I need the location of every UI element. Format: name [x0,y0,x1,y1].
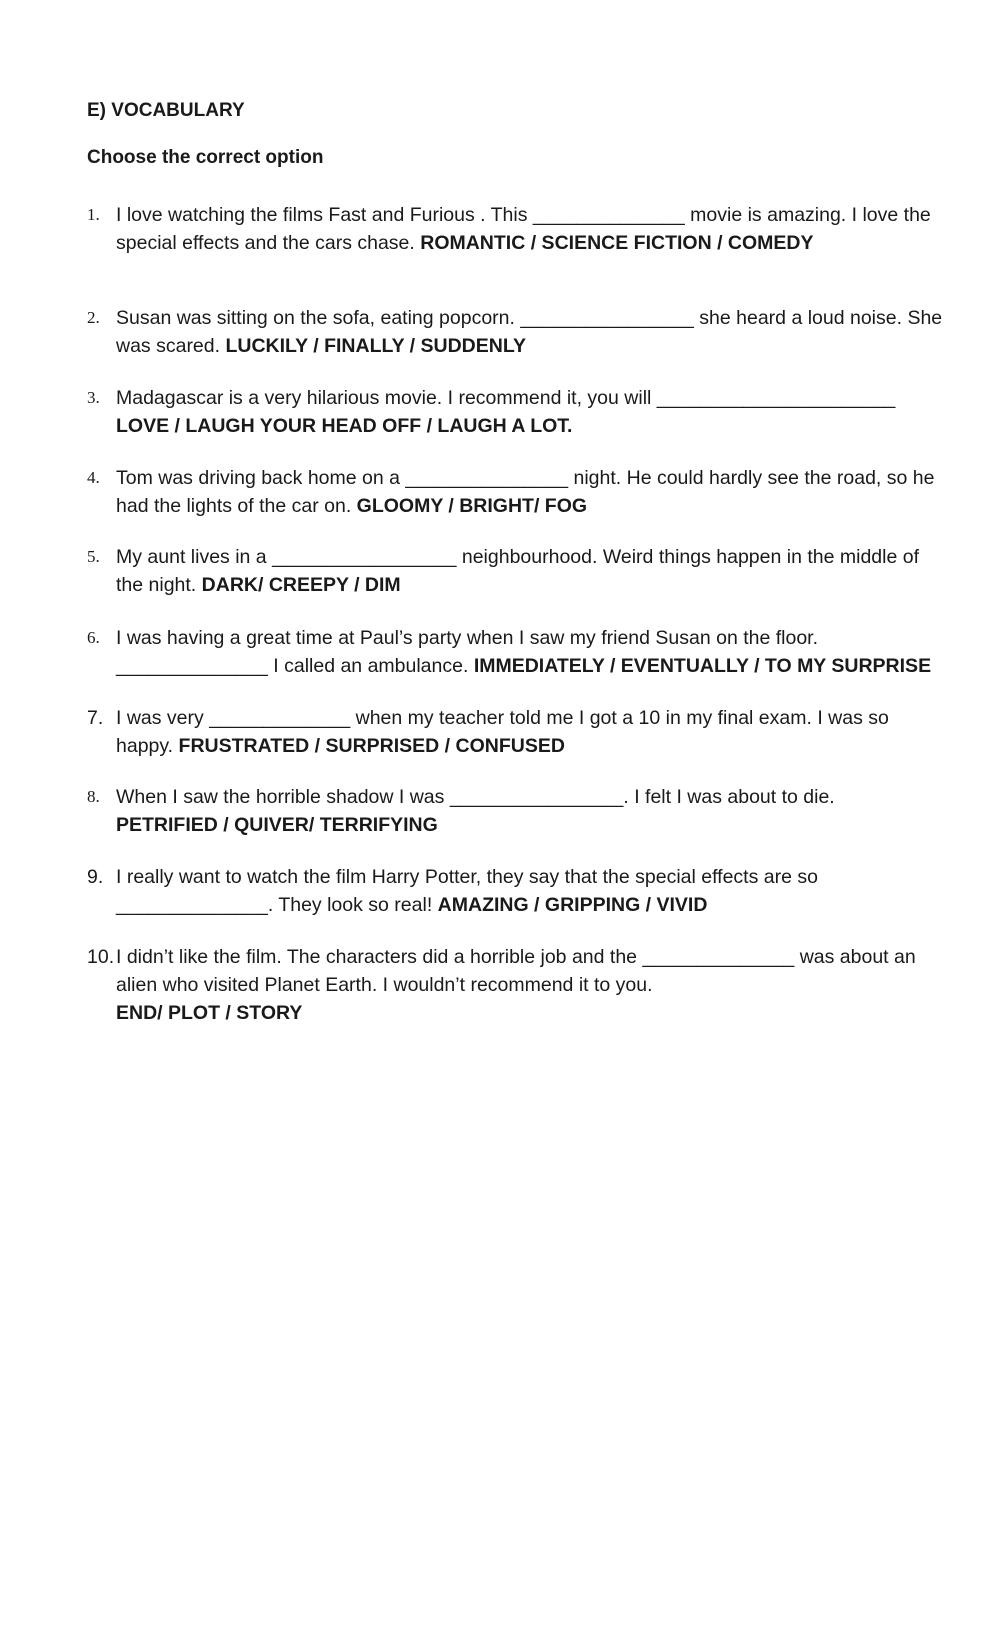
question-number: 4. [87,468,100,487]
question-text: I was having a great time at Paul’s party when I saw my friend Susan on the floor. [116,627,819,649]
question-number: 1. [87,205,100,224]
answer-options: LOVE / LAUGH YOUR HEAD OFF / LAUGH A LOT. [116,415,573,437]
question-4 [87,464,947,520]
answer-options: LUCKILY / FINALLY / SUDDENLY [225,335,526,357]
answer-blank[interactable]: ______________ [532,204,685,226]
answer-blank[interactable]: _________________ [272,546,457,568]
question-number: 9. [87,866,104,888]
question-9 [87,863,947,919]
question-number: 10. [87,946,115,968]
instruction: Choose the correct option [87,147,324,168]
answer-options: IMMEDIATELY / EVENTUALLY / TO MY SURPRISE [473,655,932,677]
answer-options: GLOOMY / BRIGHT/ FOG [356,495,588,517]
question-text: she heard a loud noise. She was scared. [116,307,943,357]
section-title: E) VOCABULARY [87,100,245,121]
question-text: Madagascar is a very hilarious movie. I recommend it, you will [116,387,657,409]
question-text: I didn’t like the film. The characters did a horrible job and the [116,946,643,968]
answer-options: END/ PLOT / STORY [116,1002,303,1024]
question-7 [87,704,947,760]
question-5 [87,543,947,599]
question-text: I called an ambulance. [267,655,474,677]
question-text: movie is amazing. I love the special effects and the cars chase. [116,204,931,254]
question-1 [87,201,947,257]
answer-blank[interactable]: _____________ [209,707,351,729]
question-text: when my teacher told me I got a 10 in my final exam. I was so happy. [116,707,889,757]
question-number: 5. [87,547,100,566]
question-text: . I felt I was about to die. [623,786,835,808]
answer-options: PETRIFIED / QUIVER/ TERRIFYING [116,814,438,836]
answer-blank[interactable]: ________________ [449,786,624,808]
question-6 [87,624,947,680]
question-text: . They look so real! [267,894,438,916]
question-number: 3. [87,388,100,407]
answer-options: AMAZING / GRIPPING / VIVID [437,894,708,916]
question-number: 2. [87,308,100,327]
answer-blank[interactable]: ______________ [116,655,268,677]
question-10 [87,943,947,1027]
answer-blank[interactable]: ________________ [520,307,694,329]
question-text: My aunt lives in a [116,546,273,568]
question-8 [87,783,947,839]
question-text: Tom was driving back home on a [116,467,406,489]
question-text: I was very [116,707,210,729]
question-text: I really want to watch the film Harry Potter, they say that the special effects are so [116,866,818,888]
question-text: night. He could hardly see the road, so he had the lights of the car on. [116,467,935,517]
question-text: Susan was sitting on the sofa, eating popcorn. [116,307,521,329]
answer-options: DARK/ CREEPY / DIM [201,574,401,596]
question-text: When I saw the horrible shadow I was [116,786,450,808]
question-number: 7. [87,707,104,729]
answer-options: ROMANTIC / SCIENCE FICTION / COMEDY [420,232,814,254]
answer-blank[interactable]: ______________ [642,946,795,968]
question-number: 8. [87,787,100,806]
answer-blank[interactable]: ______________ [116,894,268,916]
question-text: was about an alien who visited Planet Earth. I wouldn’t recommend it to you. [116,946,916,996]
question-3 [87,384,947,440]
answer-options: FRUSTRATED / SURPRISED / CONFUSED [178,735,565,757]
answer-blank[interactable]: _______________ [405,467,569,489]
answer-blank[interactable]: ______________________ [656,387,896,409]
question-text: neighbourhood. Weird things happen in the middle of the night. [116,546,919,596]
question-text: I love watching the films Fast and Furious . This [116,204,533,226]
question-2 [87,304,947,360]
question-number: 6. [87,628,100,647]
